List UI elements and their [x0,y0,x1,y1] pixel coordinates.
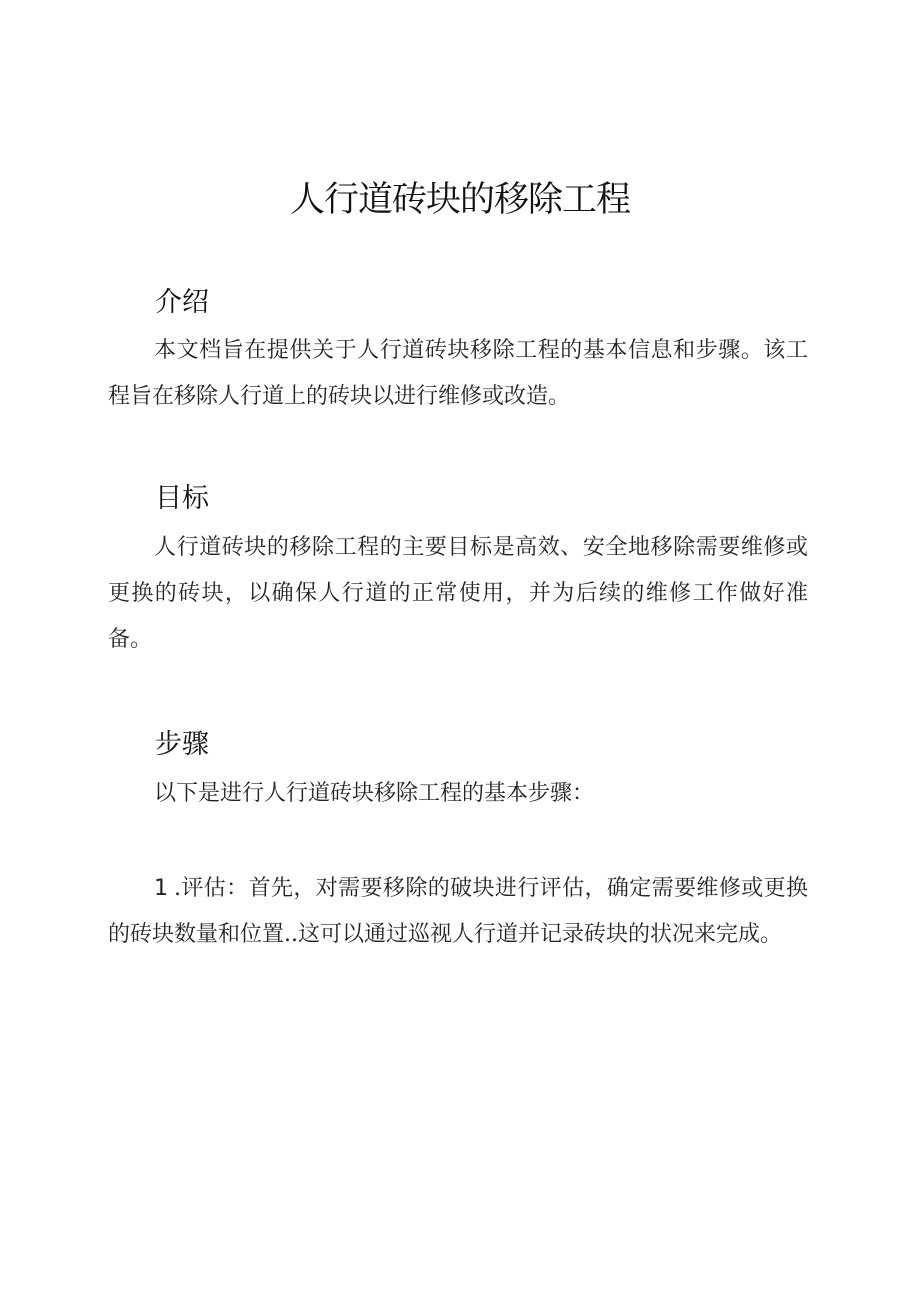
document-title: 人行道砖块的移除工程 [289,180,630,220]
step-number: 1 [154,876,168,901]
section-heading-introduction: 介绍 [155,287,209,318]
section-paragraph-introduction: 本文档旨在提供关于人行道砖块移除工程的基本信息和步骤。该工程旨在移除人行道上的砖块以进行维修或改造。 [108,338,808,409]
step-text: .评估：首先，对需要移除的破块进行评估，确定需要维修或更换的砖块数量和位置..这可以通过巡视人行道并记录砖块的状况来完成。 [108,876,808,947]
section-heading-steps: 步骤 [155,729,209,760]
section-paragraph-goal: 人行道砖块的移除工程的主要目标是高效、安全地移除需要维修或更换的砖块，以确保人行道的正常使用，并为后续的维修工作做好准备。 [108,535,808,652]
section-heading-goal: 目标 [155,483,209,514]
section-paragraph-steps: 以下是进行人行道砖块移除工程的基本步骤： [154,781,595,806]
step-item [108,866,808,958]
